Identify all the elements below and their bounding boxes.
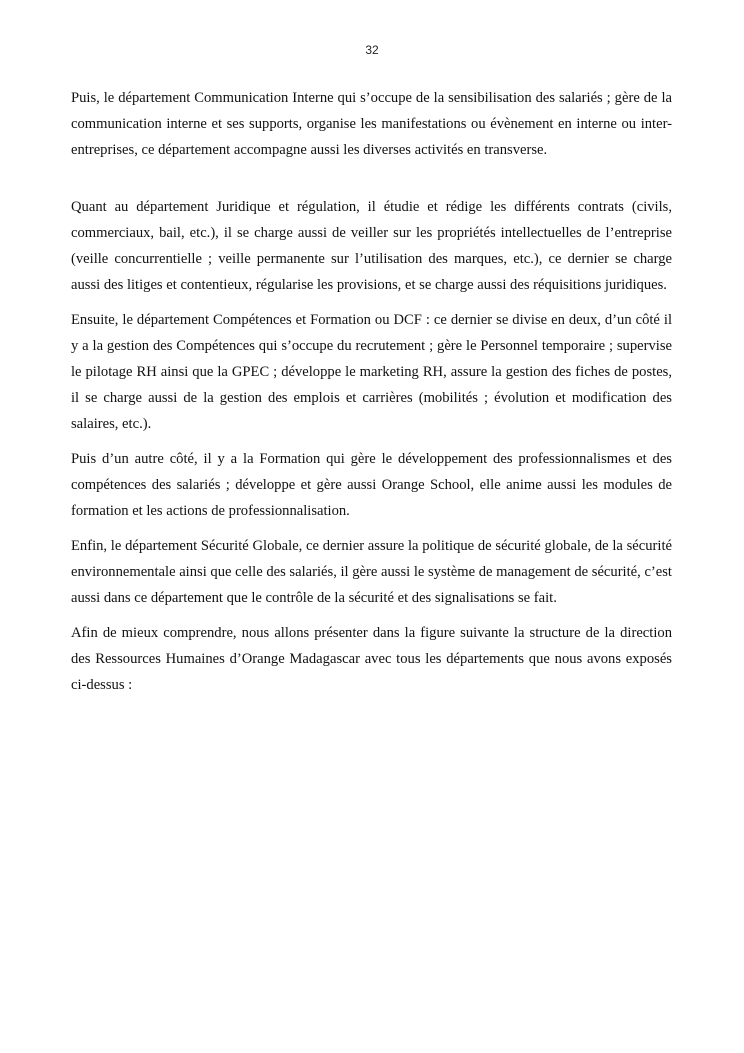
paragraph-communication-interne: Puis, le département Communication Interne qui s’occupe de la sensibilisation des salariés ; gère de la communication interne et ses supports, organise les manifestations ou évènement en interne ou inter-entreprises, ce département accompagne aussi les diverses activités en transverse. bbox=[71, 90, 672, 158]
paragraph-juridique-regulation: Quant au département Juridique et régulation, il étudie et rédige les différents contrats (civils, commerciaux, bail, etc.), il se charge aussi de veiller sur les propriétés intellectuelles de l’entreprise (veille concurrentielle ; veille permanente sur l’utilisation des marques, etc.), ce dernier se charge aussi des litiges et contentieux, régularise les provisions, et se charge aussi des réquisitions juridiques. bbox=[71, 199, 672, 293]
paragraph-competences-formation: Ensuite, le département Compétences et Formation ou DCF : ce dernier se divise en deux, d’un côté il y a la gestion des Compétences qui s’occupe du recrutement ; gère le Personnel temporaire ; supervise le pilotage RH ainsi que la GPEC ; développe le marketing RH, assure la gestion des fiches de postes, il se charge aussi de la gestion des emplois et carrières (mobilités ; évolution et modification des salaires, etc.). bbox=[71, 312, 672, 432]
paragraph-securite-globale: Enfin, le département Sécurité Globale, ce dernier assure la politique de sécurité globale, de la sécurité environnementale ainsi que celle des salariés, il gère aussi le système de management de sécurité, c’est aussi dans ce département que le contrôle de la sécurité et des signalisations se fait. bbox=[71, 538, 672, 606]
paragraph-formation: Puis d’un autre côté, il y a la Formation qui gère le développement des professionnalismes et des compétences des salariés ; développe et gère aussi Orange School, elle anime aussi les modules de formation et les actions de professionnalisation. bbox=[71, 451, 672, 519]
body-text bbox=[71, 85, 672, 698]
paragraph-figure-intro: Afin de mieux comprendre, nous allons présenter dans la figure suivante la structure de la direction des Ressources Humaines d’Orange Madagascar avec tous les départements que nous avons exposés ci-dessus : bbox=[71, 625, 672, 693]
page-number: 32 bbox=[365, 43, 379, 57]
